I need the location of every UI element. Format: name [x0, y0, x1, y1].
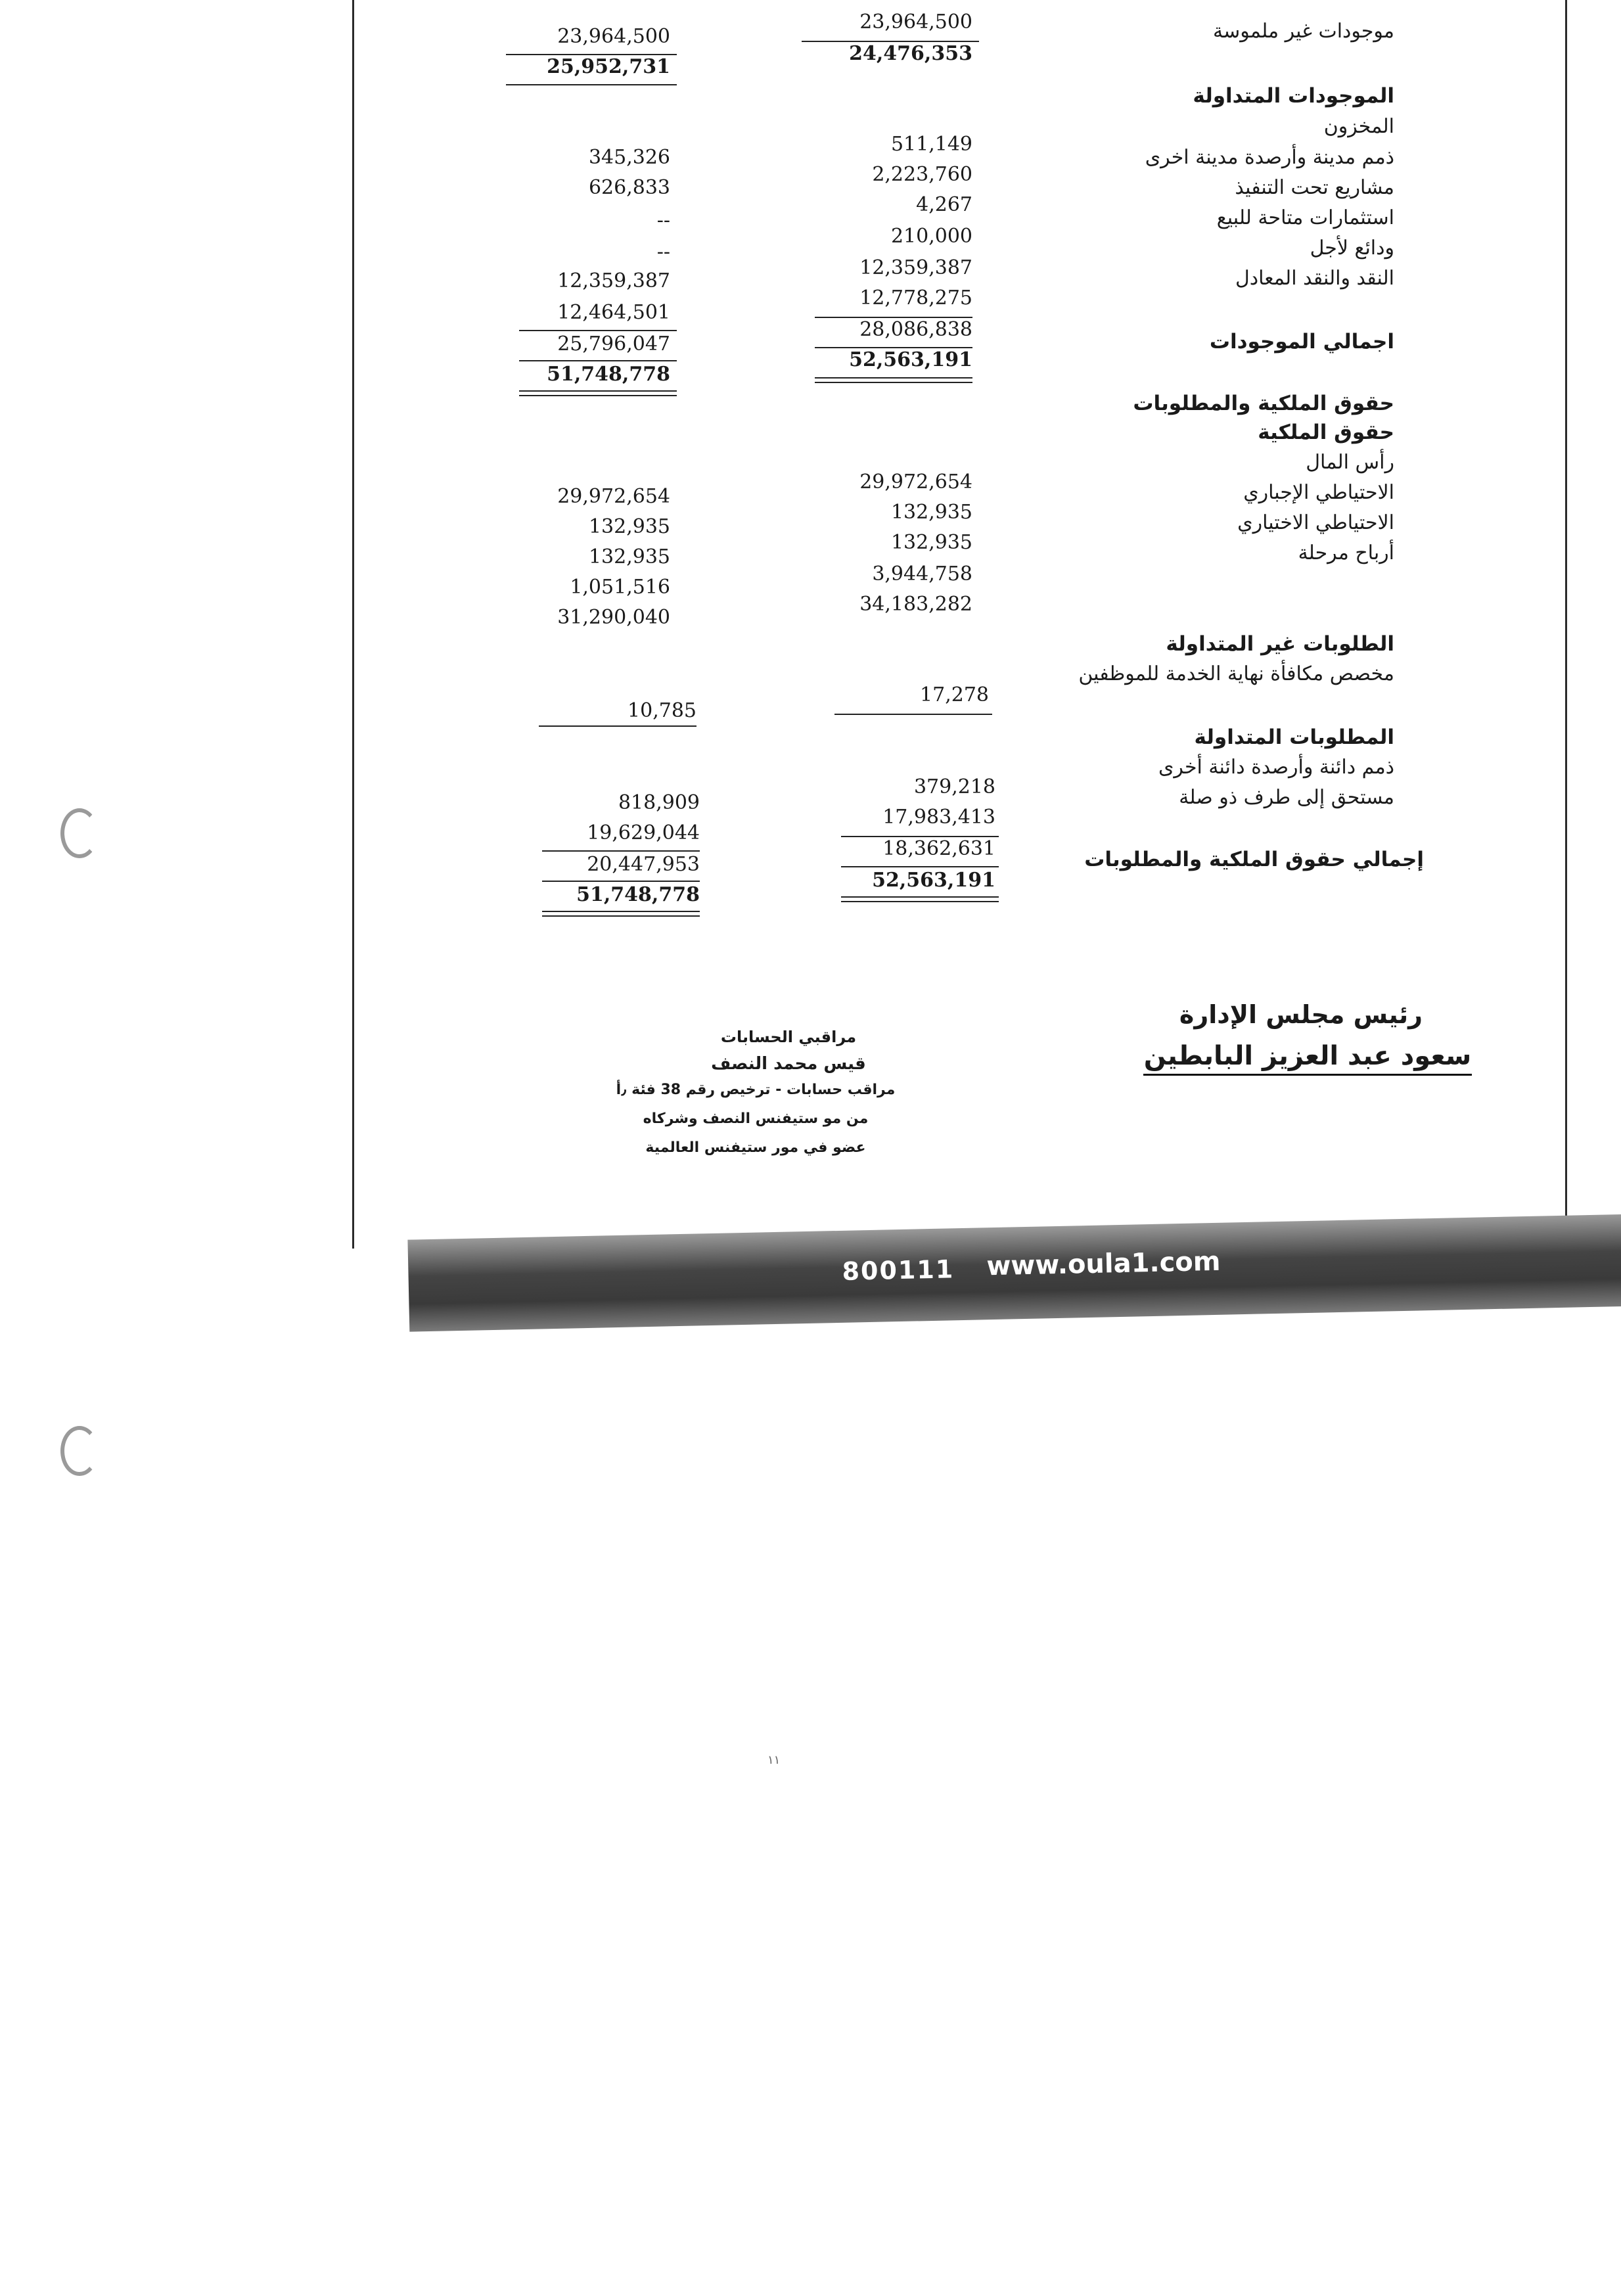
current-liabilities-heading: المطلوبات المتداولة — [1194, 725, 1394, 749]
current-liabilities-subtotal-2024: 18,362,631 — [882, 837, 995, 860]
banner-website[interactable]: www.oula1.com — [986, 1246, 1221, 1282]
rule — [519, 330, 677, 331]
contact-banner — [407, 1214, 1621, 1332]
total-assets-label: اجمالي الموجودات — [1209, 330, 1394, 354]
eosb-provision-2023: 10,785 — [628, 699, 696, 722]
projects-2024: 2,223,760 — [872, 163, 972, 186]
rule — [519, 360, 677, 361]
projects-2023: 626,833 — [588, 176, 670, 199]
rule — [542, 881, 700, 882]
double-rule — [519, 390, 677, 396]
noncurrent-total-2023: 25,952,731 — [547, 55, 670, 78]
receivables-2024: 511,149 — [890, 133, 972, 156]
page-mark: ١١ — [767, 1753, 781, 1767]
retained-earnings-label: أرباح مرحلة — [1298, 541, 1394, 564]
eosb-provision-2024: 17,278 — [920, 683, 989, 706]
chairman-title: رئيس مجلس الإدارة — [1179, 1000, 1423, 1029]
afs-investments-label: استثمارات متاحة للبيع — [1216, 206, 1394, 229]
voluntary-reserve-2024: 132,935 — [890, 531, 972, 554]
projects-label: مشاريع تحت التنفيذ — [1235, 176, 1394, 199]
statutory-reserve-label: الاحتياطي الإجباري — [1243, 481, 1394, 504]
statutory-reserve-2024: 132,935 — [890, 501, 972, 524]
equity-liabilities-heading: حقوق الملكية والمطلوبات — [1133, 392, 1394, 415]
payables-2024: 379,218 — [913, 775, 995, 798]
inventory-label: المخزون — [1323, 115, 1394, 138]
payables-label: ذمم دائنة وأرصدة دائنة أخرى — [1158, 756, 1394, 779]
cash-2023: 12,359,387 — [557, 269, 670, 292]
punch-hole-bottom — [60, 1426, 99, 1476]
total-equity-2024: 34,183,282 — [859, 593, 972, 616]
left-frame-line — [352, 0, 354, 1249]
total-equity-liabilities-2023: 51,748,778 — [576, 883, 700, 906]
double-rule — [815, 377, 972, 383]
double-rule — [841, 896, 999, 902]
related-party-2024: 17,983,413 — [882, 806, 995, 829]
retained-earnings-2024: 3,944,758 — [872, 563, 972, 585]
rule — [539, 725, 696, 727]
statutory-reserve-2023: 132,935 — [588, 515, 670, 538]
current-assets-subtotal-2024: 28,086,838 — [859, 318, 972, 341]
auditor-member: عضو في مور ستيفنس العالمية — [645, 1139, 866, 1156]
auditor-title: مراقبي الحسابات — [720, 1028, 857, 1046]
chairman-name: سعود عبد العزيز البابطين — [1143, 1041, 1472, 1076]
related-party-label: مستحق إلى طرف ذو صلة — [1179, 786, 1394, 809]
auditor-license: مراقب حسابات - ترخيص رقم 38 فئة ٫أ — [616, 1082, 896, 1098]
current-assets-extra-2024: 12,778,275 — [859, 287, 972, 310]
current-assets-subtotal-2023: 25,796,047 — [557, 333, 670, 356]
term-deposits-2023: -- — [656, 241, 670, 264]
right-frame-line — [1565, 0, 1567, 1216]
noncurrent-total-2024: 24,476,353 — [849, 42, 972, 65]
rule — [834, 714, 992, 715]
share-capital-2024: 29,972,654 — [859, 471, 972, 494]
term-deposits-2024: 210,000 — [890, 225, 972, 248]
double-rule — [542, 911, 700, 917]
retained-earnings-2023: 1,051,516 — [570, 576, 670, 599]
intangible-assets-label: موجودات غير ملموسة — [1213, 20, 1394, 43]
auditor-firm: من مو ستيفنس النصف وشركاه — [643, 1111, 869, 1127]
banner-phone: 800111 — [842, 1254, 955, 1286]
auditor-name: قيس محمد النصف — [711, 1054, 866, 1074]
share-capital-2023: 29,972,654 — [557, 485, 670, 508]
receivables-label: ذمم مدينة وأرصدة مدينة اخرى — [1145, 146, 1394, 169]
payables-2023: 818,909 — [618, 791, 700, 814]
rule — [841, 866, 999, 867]
cash-label: النقد والنقد المعادل — [1235, 267, 1394, 290]
voluntary-reserve-label: الاحتياطي الاختياري — [1237, 511, 1394, 534]
voluntary-reserve-2023: 132,935 — [588, 545, 670, 568]
term-deposits-label: ودائع لأجل — [1310, 237, 1394, 260]
rule — [506, 84, 677, 85]
related-party-2023: 19,629,044 — [587, 821, 700, 844]
rule — [542, 850, 700, 852]
total-equity-2023: 31,290,040 — [557, 606, 670, 629]
total-equity-liabilities-2024: 52,563,191 — [872, 869, 995, 892]
intangible-2024: 23,964,500 — [859, 11, 972, 34]
afs-investments-2023: -- — [656, 209, 670, 232]
eosb-provision-label: مخصص مكافأة نهاية الخدمة للموظفين — [1078, 662, 1394, 685]
cash-2024: 12,359,387 — [859, 256, 972, 279]
punch-hole-top — [60, 808, 99, 858]
current-liabilities-subtotal-2023: 20,447,953 — [587, 853, 700, 876]
total-assets-2024: 52,563,191 — [849, 348, 972, 371]
noncurrent-liabilities-heading: الطلوبات غير المتداولة — [1166, 632, 1394, 656]
current-assets-extra-2023: 12,464,501 — [557, 301, 670, 324]
total-assets-2023: 51,748,778 — [547, 363, 670, 386]
total-equity-liabilities-label: إجمالي حقوق الملكية والمطلوبات — [1084, 848, 1424, 871]
current-assets-heading: الموجودات المتداولة — [1193, 84, 1394, 108]
share-capital-label: رأس المال — [1306, 451, 1394, 474]
receivables-2023: 345,326 — [588, 146, 670, 169]
afs-investments-2024: 4,267 — [916, 193, 972, 216]
intangible-2023: 23,964,500 — [557, 25, 670, 48]
equity-subheading: حقوق الملكية — [1258, 421, 1394, 444]
